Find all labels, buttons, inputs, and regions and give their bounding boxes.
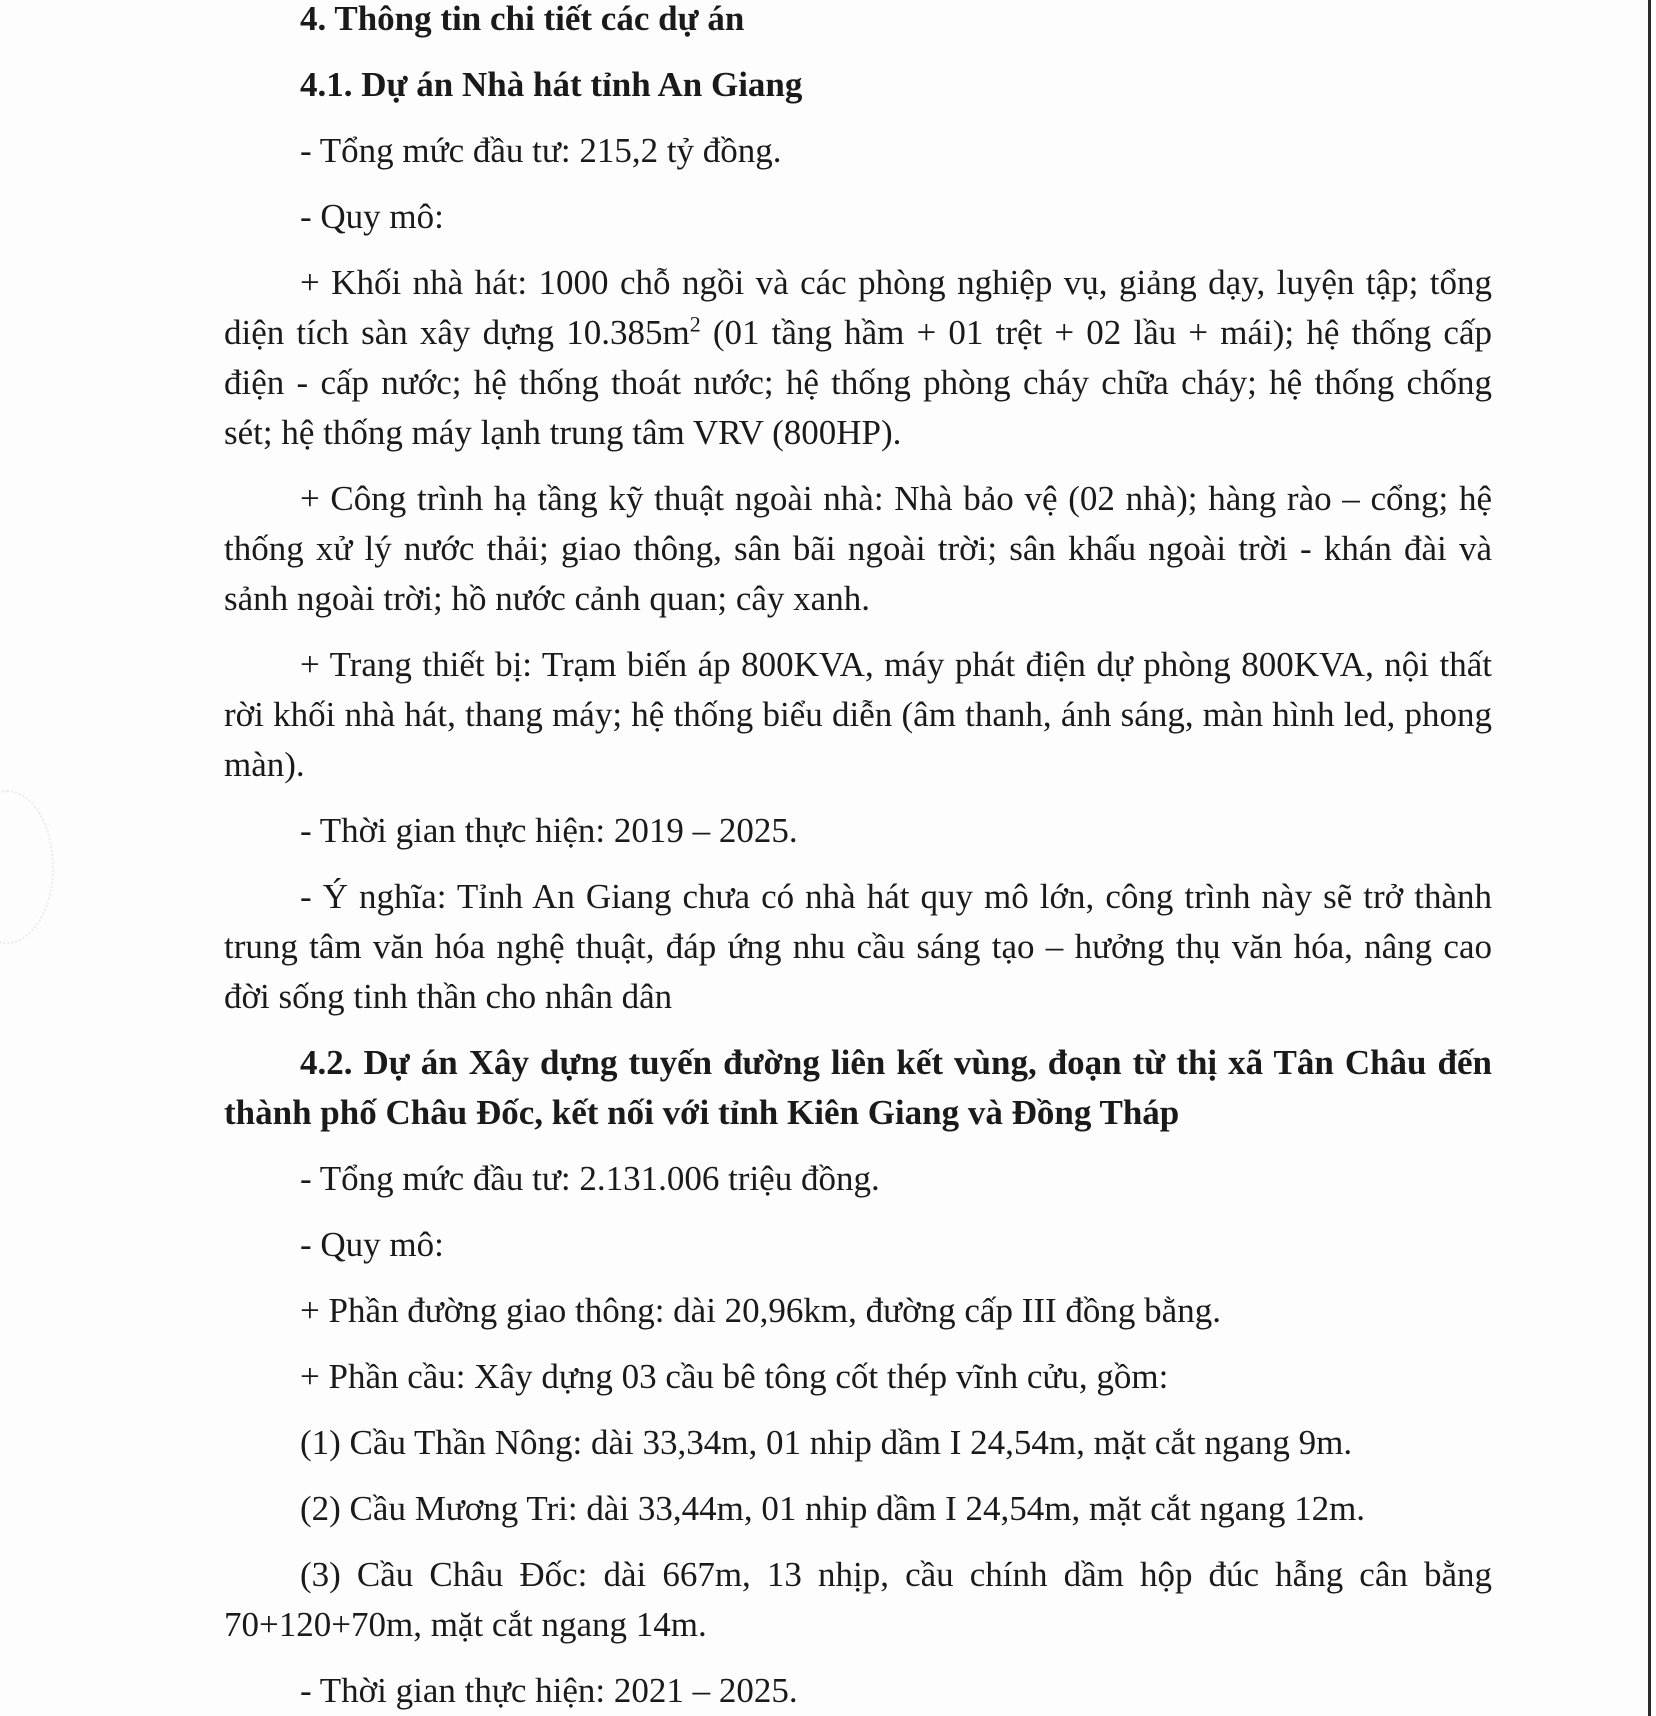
scan-edge-line [1648, 0, 1651, 1716]
document-body [224, 0, 1492, 1716]
project-4-1-infrastructure: + Công trình hạ tầng kỹ thuật ngoài nhà: Nhà bảo vệ (02 nhà); hàng rào – cổng; hệ thống xử lý nước thải; giao thông, sân bãi ngoài trời; sân khấu ngoài trời - khán đài và sảnh ngoài trời; hồ nước cảnh quan; cây xanh. [224, 479, 1492, 618]
area-unit-superscript: 2 [689, 311, 701, 337]
project-4-1-scale-label: - Quy mô: [300, 197, 444, 236]
project-4-2-heading: 4.2. Dự án Xây dựng tuyến đường liên kết vùng, đoạn từ thị xã Tân Châu đến thành phố Châu Đốc, kết nối với tỉnh Kiên Giang và Đồng Tháp [224, 1043, 1492, 1132]
bridge-item-3: (3) Cầu Châu Đốc: dài 667m, 13 nhịp, cầu chính dầm hộp đúc hẫng cân bằng 70+120+70m, mặt cắt ngang 14m. [224, 1555, 1492, 1644]
project-4-1-equipment: + Trang thiết bị: Trạm biến áp 800KVA, máy phát điện dự phòng 800KVA, nội thất rời khối nhà hát, thang máy; hệ thống biểu diễn (âm thanh, ánh sáng, màn hình led, phong màn). [224, 645, 1492, 784]
project-4-1-time: - Thời gian thực hiện: 2019 – 2025. [300, 811, 798, 850]
project-4-2-road: + Phần đường giao thông: dài 20,96km, đường cấp III đồng bằng. [300, 1291, 1221, 1330]
project-4-1-meaning: - Ý nghĩa: Tỉnh An Giang chưa có nhà hát quy mô lớn, công trình này sẽ trở thành trung tâm văn hóa nghệ thuật, đáp ứng nhu cầu sáng tạo – hưởng thụ văn hóa, nâng cao đời sống tinh thần cho nhân dân [224, 877, 1492, 1016]
theatre-block-text-a: + Khối nhà hát: 1000 chỗ ngồi và các phòng nghiệp vụ, giảng dạy, luyện tập; tổng diện tích sàn xây dựng 10.385m [224, 263, 1492, 352]
project-4-1-heading: 4.1. Dự án Nhà hát tỉnh An Giang [300, 65, 803, 104]
faded-stamp-mark [0, 790, 54, 944]
project-4-2-bridges: + Phần cầu: Xây dựng 03 cầu bê tông cốt thép vĩnh cửu, gồm: [300, 1357, 1169, 1396]
project-4-1-investment: - Tổng mức đầu tư: 215,2 tỷ đồng. [300, 131, 782, 170]
theatre-block-text-b: (01 tầng hầm + 01 trệt + 02 lầu + mái); hệ thống cấp điện - cấp nước; hệ thống thoát nước; hệ thống phòng cháy chữa cháy; hệ thống chống sét; hệ thống máy lạnh trung tâm VRV (800HP). [224, 313, 1492, 452]
section-4-heading: 4. Thông tin chi tiết các dự án [300, 0, 745, 38]
project-4-1-theatre-block [224, 258, 1492, 458]
bridge-item-1: (1) Cầu Thần Nông: dài 33,34m, 01 nhip dầm I 24,54m, mặt cắt ngang 9m. [300, 1423, 1353, 1462]
project-4-2-scale-label: - Quy mô: [300, 1225, 444, 1264]
bridge-item-2: (2) Cầu Mương Tri: dài 33,44m, 01 nhip dầm I 24,54m, mặt cắt ngang 12m. [300, 1489, 1366, 1528]
project-4-2-time: - Thời gian thực hiện: 2021 – 2025. [300, 1671, 798, 1710]
project-4-2-investment: - Tổng mức đầu tư: 2.131.006 triệu đồng. [300, 1159, 880, 1198]
